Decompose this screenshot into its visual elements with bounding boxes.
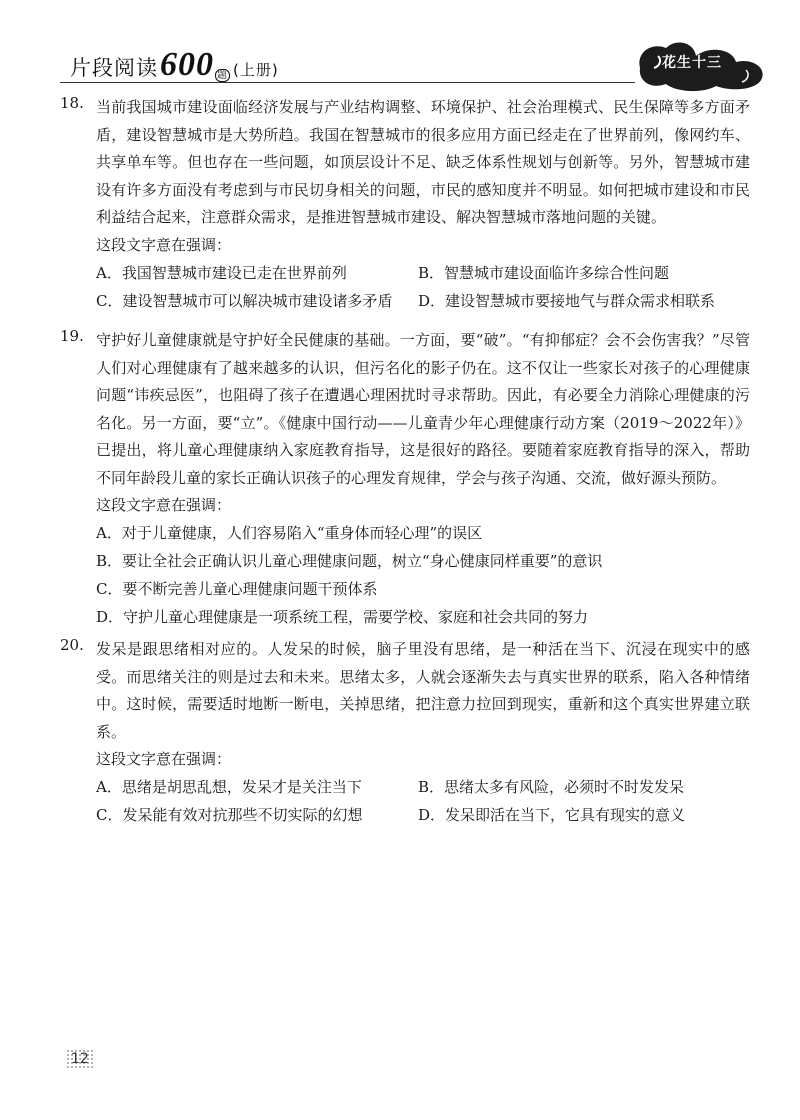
option-a: A．对于儿童健康，人们容易陷入“重身体而轻心理”的误区 (96, 524, 483, 542)
option-b: B．要让全社会正确认识儿童心理健康问题，树立“身心健康同样重要”的意识 (96, 552, 603, 570)
option-c: C．发呆能有效对抗那些不切实际的幻想 (96, 806, 363, 824)
option-a: A．我国智慧城市建设已走在世界前列 (96, 263, 347, 282)
book-ti-badge: 题 (217, 70, 228, 81)
option-b: B．思绪太多有风险，必须时不时发发呆 (418, 778, 685, 796)
question-prompt: 这段文字意在强调： (96, 235, 232, 254)
options-row (96, 287, 750, 315)
options-row (96, 773, 750, 801)
option-c: C．要不断完善儿童心理健康问题干预体系 (96, 580, 378, 598)
question-20 (60, 636, 750, 829)
book-volume: (上册) (233, 61, 279, 79)
options-row (96, 801, 750, 829)
brand-logo-text: 花生十三 (662, 55, 722, 71)
question-18 (60, 94, 750, 315)
book-number: 600 (160, 46, 214, 83)
option-c: C．建设智慧城市可以解决城市建设诸多矛盾 (96, 291, 393, 310)
options (96, 519, 750, 631)
options (96, 773, 750, 829)
option-a: A．思绪是胡思乱想，发呆才是关注当下 (96, 778, 362, 796)
question-stem: 守护好儿童健康就是守护好全民健康的基础。一方面，要“破”。“有抑郁症？会不会伤害我？”尽管人们对心理健康有了越来越多的认识，但污名化的影子仍在。这不仅让一些家长对孩子的心理健康问题“讳疾忌医”，也阻碍了孩子在遭遇心理困扰时寻求帮助。因此，有必要全力消除心理健康的污名化。另一方面，要“立”。《健康中国行动——儿童青少年心理健康行动方案（2019～2022年）》已提出，将儿童心理健康纳入家庭教育指导，这是很好的路径。要随着家庭教育指导的深入，帮助不同年龄段儿童的家长正确认识孩子的心理发育规律，学会与孩子沟通、交流，做好源头预防。 (96, 331, 750, 487)
option-d: D．发呆即活在当下，它具有现实的意义 (418, 806, 686, 824)
question-stem: 发呆是跟思绪相对应的。人发呆的时候，脑子里没有思绪，是一种活在当下、沉浸在现实中的感受。而思绪关注的则是过去和未来。思绪太多，人就会逐渐失去与真实世界的联系，陷入各种情绪中。这时候，需要适时地断一断电，关掉思绪，把注意力拉回到现实，重新和这个真实世界建立联系。 (96, 640, 750, 741)
question-prompt: 这段文字意在强调： (96, 496, 232, 514)
options (96, 259, 750, 315)
header-rule (60, 82, 635, 83)
options-row (96, 259, 750, 287)
page-header (0, 0, 800, 92)
page-number: 12 (66, 1049, 94, 1069)
option-d: D．守护儿童心理健康是一项系统工程，需要学校、家庭和社会共同的努力 (96, 608, 589, 626)
question-stem: 当前我国城市建设面临经济发展与产业结构调整、环境保护、社会治理模式、民生保障等多方面矛盾，建设智慧城市是大势所趋。我国在智慧城市的很多应用方面已经走在了世界前列，像网约车、共享单车等。但也存在一些问题，如顶层设计不足、缺乏体系性规划与创新等。另外，智慧城市建设有许多方面没有考虑到与市民切身相关的问题，市民的感知度并不明显。如何把城市建设和市民利益结合起来，注意群众需求，是推进智慧城市建设、解决智慧城市落地问题的关键。 (96, 98, 750, 226)
question-number: 20. (60, 636, 84, 654)
question-prompt: 这段文字意在强调： (96, 750, 232, 768)
book-title (70, 46, 279, 84)
option-d: D．建设智慧城市要接地气与群众需求相联系 (418, 291, 716, 310)
question-number: 19. (60, 327, 84, 345)
book-title-text: 片段阅读 (70, 56, 158, 80)
question-19 (60, 327, 750, 631)
question-number: 18. (60, 94, 84, 112)
option-b: B．智慧城市建设面临许多综合性问题 (418, 263, 670, 282)
